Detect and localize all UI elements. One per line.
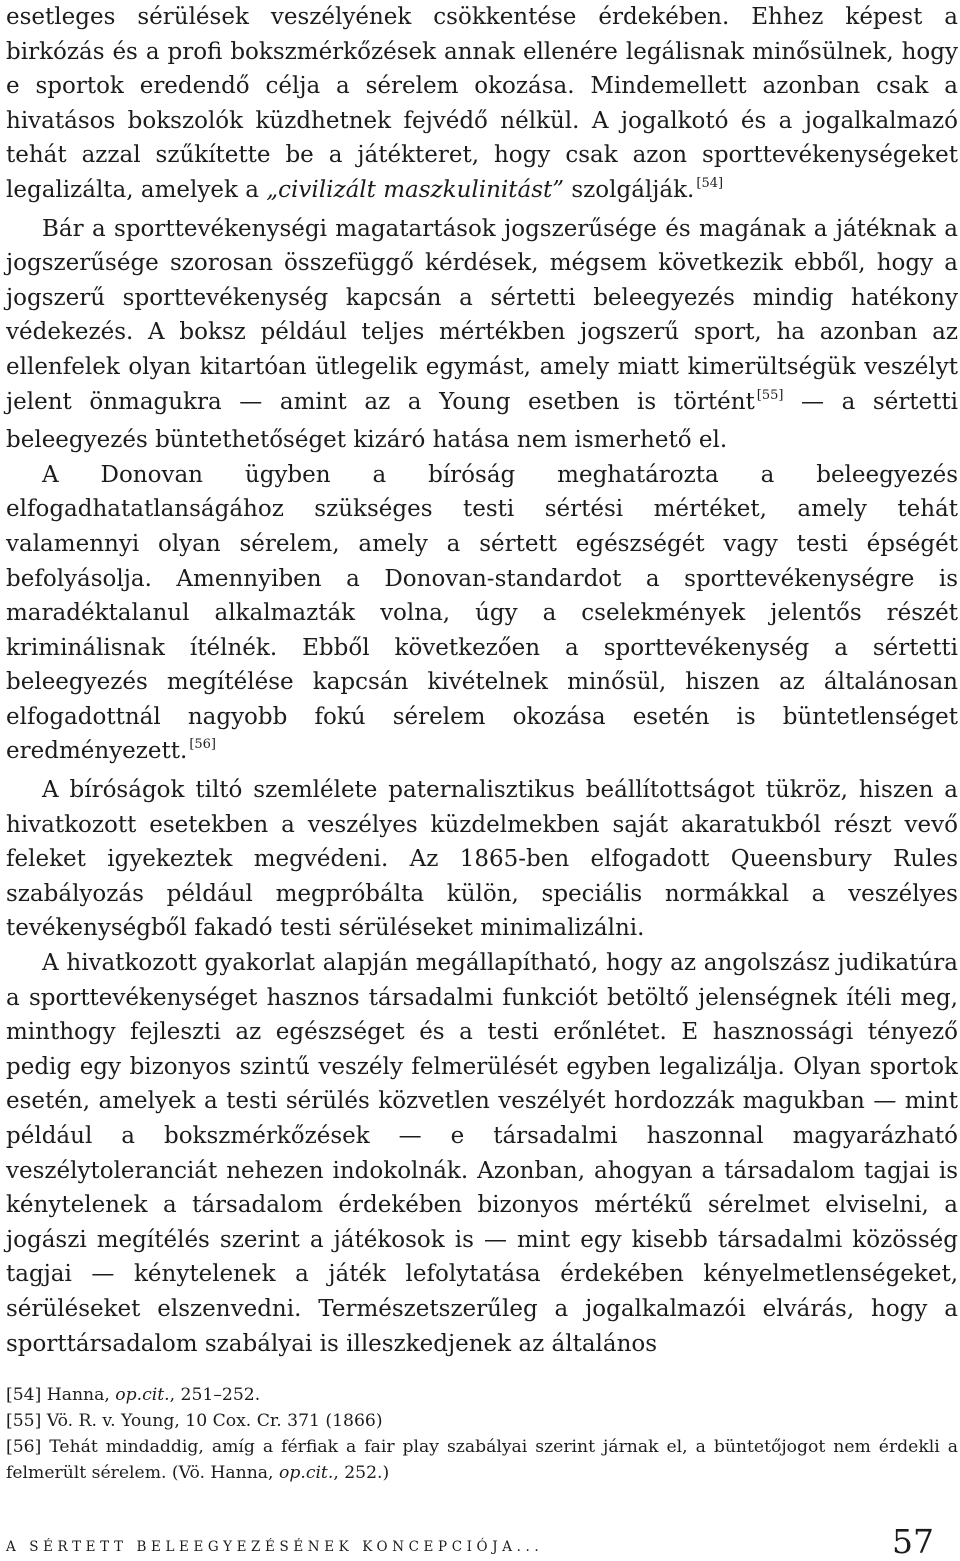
italic-text: op.cit. xyxy=(279,1463,334,1483)
footnote-reference: [56] xyxy=(189,737,216,753)
text-run: A Donovan ügyben a bíróság meghatározta a beleegyezés elfogadhatatlanságához szükséges testi sértési mértéket, amely tehát valamennyi olyan sérelem, amely a sértett egészségét vagy testi épségét befolyásolja. Amennyiben a Donovan-standardot a sporttevékenységre is maradéktalanul alkalmazták volna, úgy a cselekmények jelentős részét kriminálisnak ítélnék. Ebből következően a sporttevékenység a sértetti beleegyezés megítélése kapcsán kivételnek minősül, hiszen az általánosan elfogadottnál nagyobb fokú sérelem okozása esetén is büntetlenséget eredményezett. xyxy=(6,461,958,765)
text-run: Bár a sporttevékenységi magatartások jogszerűsége és magának a játéknak a jogszerűsége szorosan összefüggő kérdések, mégsem következik ebből, hogy a jogszerű sporttevékenység kapcsán a sértetti beleegyezés mindig hatékony védekezés. A boksz például teljes mértékben jogszerű sport, ha azonban az ellenfelek olyan kitartóan ütlegelik egymást, amely miatt kimerültségük veszélyt jelent önmagukra — amint az a Young esetben is történt xyxy=(6,215,958,415)
body-paragraph xyxy=(6,0,958,212)
italic-text: op.cit. xyxy=(115,1385,170,1405)
text-run: A hivatkozott gyakorlat alapján megállapítható, hogy az angolszász judikatúra a sporttevékenységet hasznos társadalmi funkciót betöltő jelenségnek ítéli meg, minthogy fejleszti az egészséget és a testi erőnlétet. E hasznossági tényező pedig egy bizonyos szintű veszély felmerülését egyben legalizálja. Olyan sportok esetén, amelyek a testi sérülés közvetlen veszélyét hordozzák magukban — mint például a bokszmérkőzések — e társadalmi haszonnal magyarázható veszélytoleranciát nehezen indokolnák. Azonban, ahogyan a társadalom tagjai is kénytelenek a társadalom érdekében bizonyos mértékű sérelmet elviselni, a jogászi megítélés szerint a játékosok is — mint egy kisebb társadalmi közösség tagjai — kénytelenek a játék lefolytatása érdekében kényelmetlenségeket, sérüléseket elszenvedni. Természetszerűleg a jogalkalmazói elvárás, hogy a sporttársadalom szabályai is illeszkedjenek az általános xyxy=(6,950,958,1357)
text-run: , 252.) xyxy=(333,1463,390,1483)
page-footer xyxy=(6,1521,958,1561)
body-paragraph xyxy=(6,212,958,458)
text-run: [56] Tehát mindaddig, amíg a férfiak a fair play szabályai szerint járnak el, a büntetőjogot nem érdekli a felmerült sérelem. (Vö. Hanna, xyxy=(6,1437,958,1483)
footnote-reference: [55] xyxy=(756,387,784,403)
footnotes xyxy=(6,1382,958,1486)
text-run: A bíróságok tiltó szemlélete paternalisztikus beállítottságot tükröz, hiszen a hivatkozott esetekben a veszélyes küzdelmekben saját akaratukból részt vevő feleket igyekeztek megvédeni. Az 1865-ben elfogadott Queensbury Rules szabályozás például megpróbálta külön, speciális normákkal a veszélyes tevékenységből fakadó testi sérüléseket minimalizálni. xyxy=(6,777,958,942)
body-paragraph xyxy=(6,773,958,946)
body-text xyxy=(6,0,958,1361)
text-run: [54] Hanna, xyxy=(6,1385,116,1405)
body-paragraph xyxy=(6,946,958,1361)
footnote xyxy=(6,1408,958,1434)
running-head: A SÉRTETT BELEEGYEZÉSÉNEK KONCEPCIÓJA... xyxy=(6,1539,544,1555)
footnote xyxy=(6,1382,958,1408)
body-paragraph xyxy=(6,458,958,773)
text-run: [55] Vö. R. v. Young, 10 Cox. Cr. 371 (1866) xyxy=(6,1411,383,1431)
page-number: 57 xyxy=(892,1522,934,1561)
text-run: szolgálják. xyxy=(564,176,695,203)
text-run: , 251–252. xyxy=(169,1385,261,1405)
text-run: esetleges sérülések veszélyének csökkentése érdekében. Ehhez képest a birkózás és a profi bokszmérkőzések annak ellenére legálisnak minősülnek, hogy e sportok eredendő célja a sérelem okozása. Mindemellett azonban csak a hivatásos bokszolók küzdhetnek fejvédő nélkül. A jogalkotó és a jogalkalmazó tehát azzal szűkítette be a játékteret, hogy csak azon sporttevékenységeket legalizálta, amelyek a xyxy=(6,4,958,203)
footnote-reference: [54] xyxy=(696,175,724,191)
page xyxy=(6,0,959,1561)
footnote xyxy=(6,1434,958,1486)
text-run: — a sértetti beleegyezés büntethetőséget kizáró hatása nem ismerhető el. xyxy=(6,388,959,454)
italic-text: „civilizált maszkulinitást” xyxy=(266,176,565,203)
